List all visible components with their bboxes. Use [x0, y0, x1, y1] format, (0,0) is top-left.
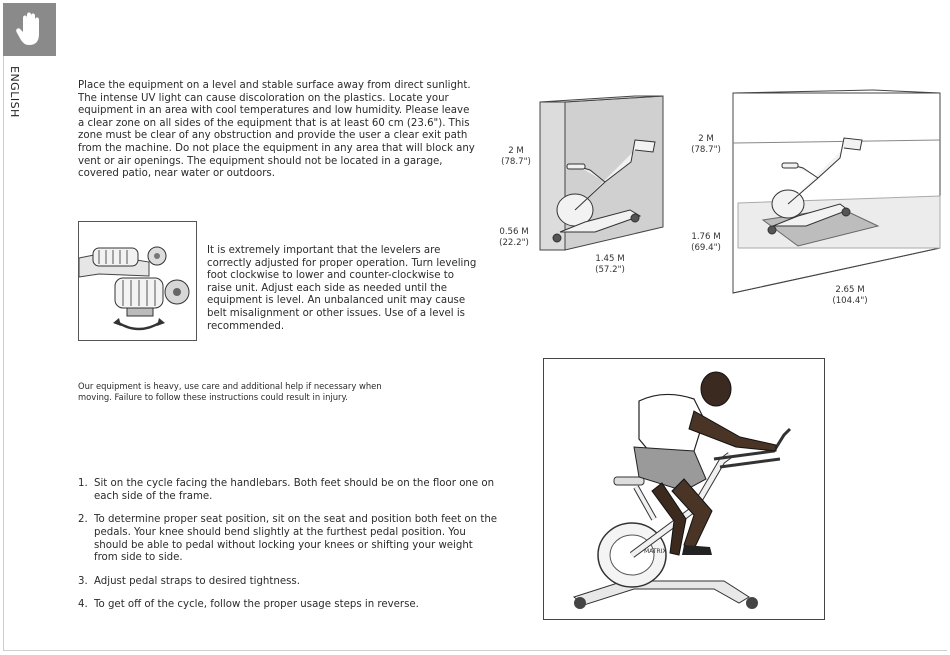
step-text: Adjust pedal straps to desired tightness.: [94, 575, 300, 587]
hand-stop-icon-box: [3, 3, 56, 56]
diag1-length-in: (57.2"): [595, 264, 625, 275]
leveler-drawing: [79, 222, 196, 340]
levelers-paragraph: It is extremely important that the levelers are correctly adjusted for proper operation. Turn leveling foot clockwise to lower and counter-clockwise to raise unit. Adjust each side as needed until the equipment is level. An unbalanced unit may cause belt misalignment or other issues. Use of a level is recommended.: [207, 245, 477, 332]
usage-steps-list: [78, 478, 498, 622]
hand-stop-icon: [15, 12, 44, 46]
diag1-length-m: 1.45 M: [595, 254, 625, 264]
diag2-width-m: 1.76 M: [691, 232, 721, 242]
diag2-height-in: (78.7"): [691, 144, 721, 155]
diag1-width-in: (22.2"): [499, 237, 529, 248]
diag1-width-m: 0.56 M: [499, 227, 529, 237]
diag2-length-m: 2.65 M: [835, 285, 865, 295]
step-item: 2. To determine proper seat position, sit on the seat and position both feet on the pedals. Your knee should bend slightly at the furthest pedal position. You should be able to pedal without locking your knees or shifting your weight from side to side.: [78, 514, 498, 564]
step-text: To determine proper seat position, sit on the seat and position both feet on the pedals. Your knee should bend slightly at the furthest pedal position. You should be able to pedal without locking your knees or shifting your weight from side to side.: [94, 514, 498, 564]
rider-drawing: [544, 359, 824, 619]
bike-footprint-diagram: [535, 92, 670, 262]
step-item: 4. To get off of the cycle, follow the proper usage steps in reverse.: [78, 599, 419, 611]
step-text: Sit on the cycle facing the handlebars. Both feet should be on the floor one on each side of the frame.: [94, 478, 495, 502]
brand-label: MATRIX: [644, 548, 667, 555]
step-item: 1. Sit on the cycle facing the handlebars. Both feet should be on the floor one on each side of the frame.: [78, 478, 495, 502]
diag2-length-in: (104.4"): [832, 295, 868, 306]
step-item: 3. Adjust pedal straps to desired tightness.: [78, 575, 300, 587]
clearance-zone-diagram: [728, 88, 943, 300]
leveler-illustration: [78, 221, 197, 341]
placement-paragraph: Place the equipment on a level and stable surface away from direct sunlight. The intense UV light can cause discoloration on the plastics. Locate your equipment in an area with cool temperatures and low humidity. Please leave a clear zone on all sides of the equipment that is at least 60 cm (23.6"). This zone must be clear of any obstruction and provide the user a clear exit path from the machine. Do not place the equipment in any area that will block any vent or air openings. The equipment should not be located in a garage, covered patio, near water or outdoors.: [78, 80, 475, 180]
warning-paragraph: Our equipment is heavy, use care and additional help if necessary when moving. Failure to follow these instructions could result in injury.: [78, 381, 382, 402]
diag1-height-m: 2 M: [508, 146, 524, 156]
step-text: To get off of the cycle, follow the proper usage steps in reverse.: [94, 599, 419, 611]
diag2-height-m: 2 M: [698, 134, 714, 144]
language-label: ENGLISH: [8, 66, 21, 118]
rider-on-bike-illustration: [543, 358, 825, 620]
diag1-height-in: (78.7"): [501, 156, 531, 167]
diag2-width-in: (69.4"): [691, 242, 721, 253]
